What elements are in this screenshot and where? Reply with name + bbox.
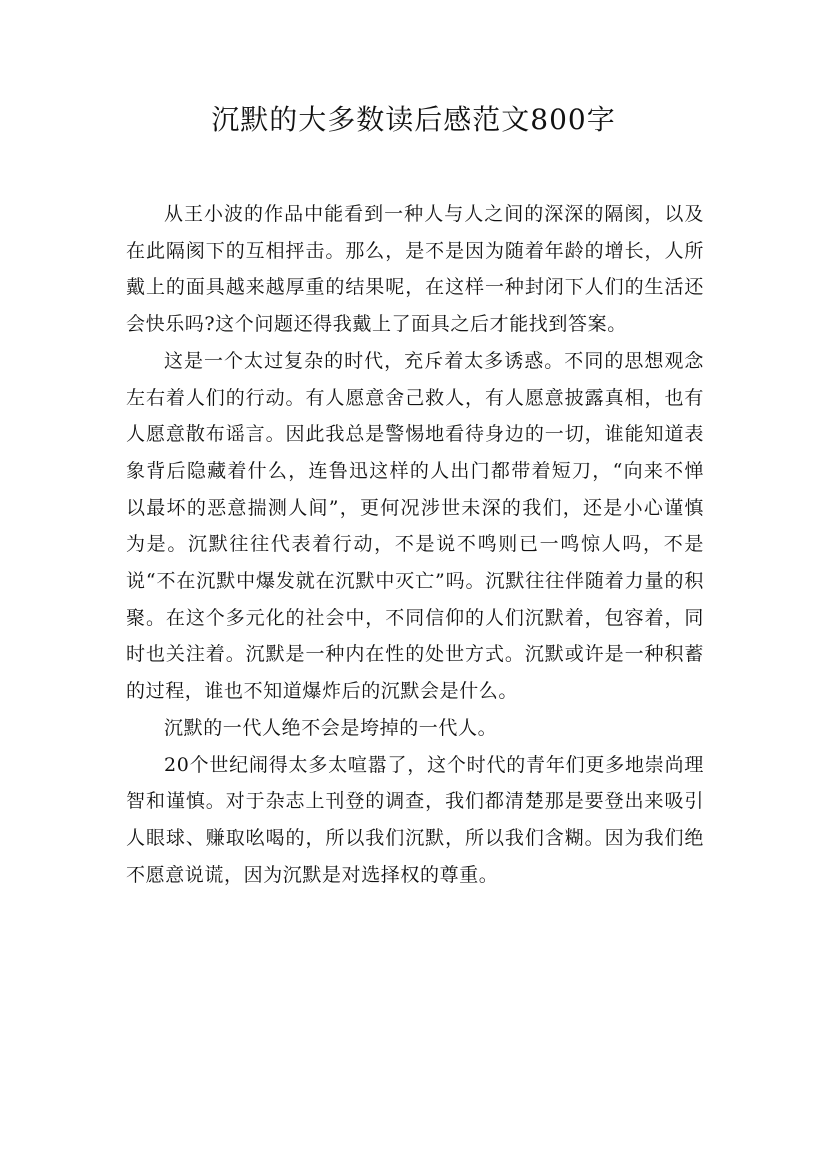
paragraph-2: 这是一个太过复杂的时代，充斥着太多诱惑。不同的思想观念左右着人们的行动。有人愿意舍己救人，有人愿意披露真相，也有人愿意散布谣言。因此我总是警惕地看待身边的一切，谁能知道表象背后隐藏着什么，连鲁迅这样的人出门都带着短刀，“向来不惮以最坏的恶意揣测人间”，更何况涉世未深的我们，还是小心谨慎为是。沉默往往代表着行动，不是说不鸣则已一鸣惊人吗，不是说“不在沉默中爆发就在沉默中灭亡”吗。沉默往往伴随着力量的积聚。在这个多元化的社会中，不同信仰的人们沉默着，包容着，同时也关注着。沉默是一种内在性的处世方式。沉默或许是一种积蓄的过程，谁也不知道爆炸后的沉默会是什么。 xyxy=(126,349,704,703)
document-title: 沉默的大多数读后感范文800字 xyxy=(211,103,616,136)
paragraph-1: 从王小波的作品中能看到一种人与人之间的深深的隔阂，以及在此隔阂下的互相抨击。那么，是不是因为随着年龄的增长，人所戴上的面具越来越厚重的结果呢，在这样一种封闭下人们的生活还会快乐吗?这个问题还得我戴上了面具之后才能找到答案。 xyxy=(126,203,704,336)
paragraph-4: 20个世纪闹得太多太喧嚣了，这个时代的青年们更多地崇尚理智和谨慎。对于杂志上刊登的调查，我们都清楚那是要登出来吸引人眼球、赚取吆喝的，所以我们沉默，所以我们含糊。因为我们绝不愿意说谎，因为沉默是对选择权的尊重。 xyxy=(126,753,704,886)
document-body xyxy=(126,196,704,893)
paragraph-3: 沉默的一代人绝不会是垮掉的一代人。 xyxy=(164,716,498,739)
